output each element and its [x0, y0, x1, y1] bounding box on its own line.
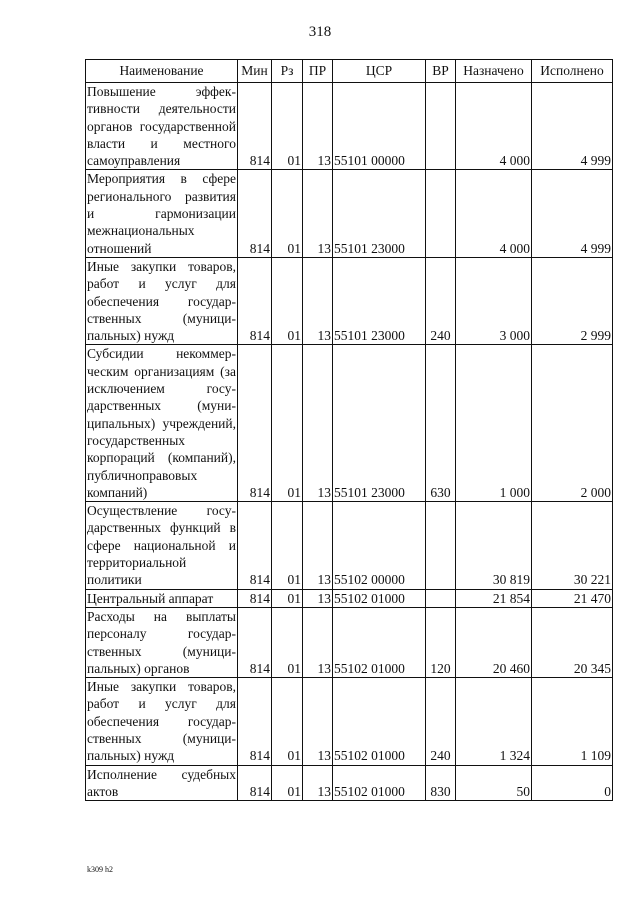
- row-rz: 01: [272, 678, 303, 765]
- header-rz: Рз: [272, 60, 303, 83]
- row-vr: 830: [426, 765, 456, 801]
- table-row: [86, 678, 613, 765]
- row-executed: 21 470: [532, 589, 613, 607]
- row-pr: 13: [303, 678, 333, 765]
- row-executed: 20 345: [532, 607, 613, 677]
- row-rz: 01: [272, 170, 303, 257]
- header-name: Наименование: [86, 60, 238, 83]
- row-executed: 0: [532, 765, 613, 801]
- row-assigned: 20 460: [456, 607, 532, 677]
- row-csr: 55102 01000: [333, 589, 426, 607]
- row-executed: 4 999: [532, 83, 613, 170]
- row-rz: 01: [272, 589, 303, 607]
- row-executed: 4 999: [532, 170, 613, 257]
- row-name: Осуществление государственных функций в сфере национальной и территориальной политики: [87, 503, 236, 588]
- row-rz: 01: [272, 607, 303, 677]
- header-pr: ПР: [303, 60, 333, 83]
- row-rz: 01: [272, 83, 303, 170]
- budget-table: [85, 59, 613, 801]
- row-csr: 55101 23000: [333, 257, 426, 344]
- row-rz: 01: [272, 345, 303, 502]
- header-vr: ВР: [426, 60, 456, 83]
- row-csr: 55101 00000: [333, 83, 426, 170]
- row-csr: 55101 23000: [333, 170, 426, 257]
- table-row: [86, 257, 613, 344]
- row-name: Иные закупки товаров, работ и услуг для обеспечения государственных (муниципальных) нужд: [87, 679, 236, 764]
- table-row: [86, 502, 613, 589]
- row-pr: 13: [303, 589, 333, 607]
- table-row: [86, 765, 613, 801]
- row-min: 814: [238, 345, 272, 502]
- table-row: [86, 170, 613, 257]
- row-rz: 01: [272, 765, 303, 801]
- row-assigned: 1 000: [456, 345, 532, 502]
- row-executed: 1 109: [532, 678, 613, 765]
- row-vr: [426, 502, 456, 589]
- row-min: 814: [238, 765, 272, 801]
- row-vr: [426, 589, 456, 607]
- row-pr: 13: [303, 257, 333, 344]
- row-assigned: 4 000: [456, 170, 532, 257]
- row-vr: 240: [426, 678, 456, 765]
- row-vr: [426, 170, 456, 257]
- row-pr: 13: [303, 502, 333, 589]
- row-name: Иные закупки товаров, работ и услуг для обеспечения государственных (муниципальных) нужд: [87, 258, 236, 344]
- row-vr: 630: [426, 345, 456, 502]
- row-name: Субсидии некоммерческим организациям (за исключением государственных (муниципальных) учреждений, государственных корпораций (компаний), публичноправовых компаний): [87, 346, 236, 500]
- row-rz: 01: [272, 257, 303, 344]
- row-pr: 13: [303, 765, 333, 801]
- row-csr: 55102 01000: [333, 678, 426, 765]
- row-assigned: 50: [456, 765, 532, 801]
- footer-code: k309 h2: [87, 865, 113, 874]
- row-executed: 2 000: [532, 345, 613, 502]
- row-csr: 55101 23000: [333, 345, 426, 502]
- row-min: 814: [238, 678, 272, 765]
- row-pr: 13: [303, 170, 333, 257]
- row-executed: 30 221: [532, 502, 613, 589]
- row-vr: 240: [426, 257, 456, 344]
- page-number: 318: [308, 24, 332, 40]
- row-vr: [426, 83, 456, 170]
- row-pr: 13: [303, 345, 333, 502]
- row-name: Мероприятия в сфере регионального развития и гармонизации межнациональных отношений: [87, 171, 236, 256]
- header-csr: ЦСР: [333, 60, 426, 83]
- row-name: Расходы на выплаты персоналу государственных (муниципальных) органов: [87, 608, 236, 676]
- row-name: Повышение эффективности деятельности органов государственной власти и местного самоуправления: [87, 84, 236, 169]
- row-min: 814: [238, 502, 272, 589]
- row-min: 814: [238, 83, 272, 170]
- row-assigned: 1 324: [456, 678, 532, 765]
- row-assigned: 4 000: [456, 83, 532, 170]
- row-pr: 13: [303, 83, 333, 170]
- row-csr: 55102 00000: [333, 502, 426, 589]
- table-row: [86, 83, 613, 170]
- row-assigned: 3 000: [456, 257, 532, 344]
- table-row: [86, 589, 613, 607]
- table-row: [86, 607, 613, 677]
- row-name: Исполнение судебных актов: [87, 766, 236, 799]
- row-csr: 55102 01000: [333, 765, 426, 801]
- header-assigned: Назначено: [456, 60, 532, 83]
- row-min: 814: [238, 257, 272, 344]
- row-pr: 13: [303, 607, 333, 677]
- table-row: [86, 345, 613, 502]
- row-executed: 2 999: [532, 257, 613, 344]
- row-assigned: 21 854: [456, 589, 532, 607]
- row-min: 814: [238, 170, 272, 257]
- header-min: Мин: [238, 60, 272, 83]
- row-assigned: 30 819: [456, 502, 532, 589]
- row-vr: 120: [426, 607, 456, 677]
- row-rz: 01: [272, 502, 303, 589]
- row-csr: 55102 01000: [333, 607, 426, 677]
- row-name: Центральный аппарат: [86, 589, 238, 607]
- table-header-row: [86, 60, 613, 83]
- row-min: 814: [238, 607, 272, 677]
- row-min: 814: [238, 589, 272, 607]
- header-executed: Исполнено: [532, 60, 613, 83]
